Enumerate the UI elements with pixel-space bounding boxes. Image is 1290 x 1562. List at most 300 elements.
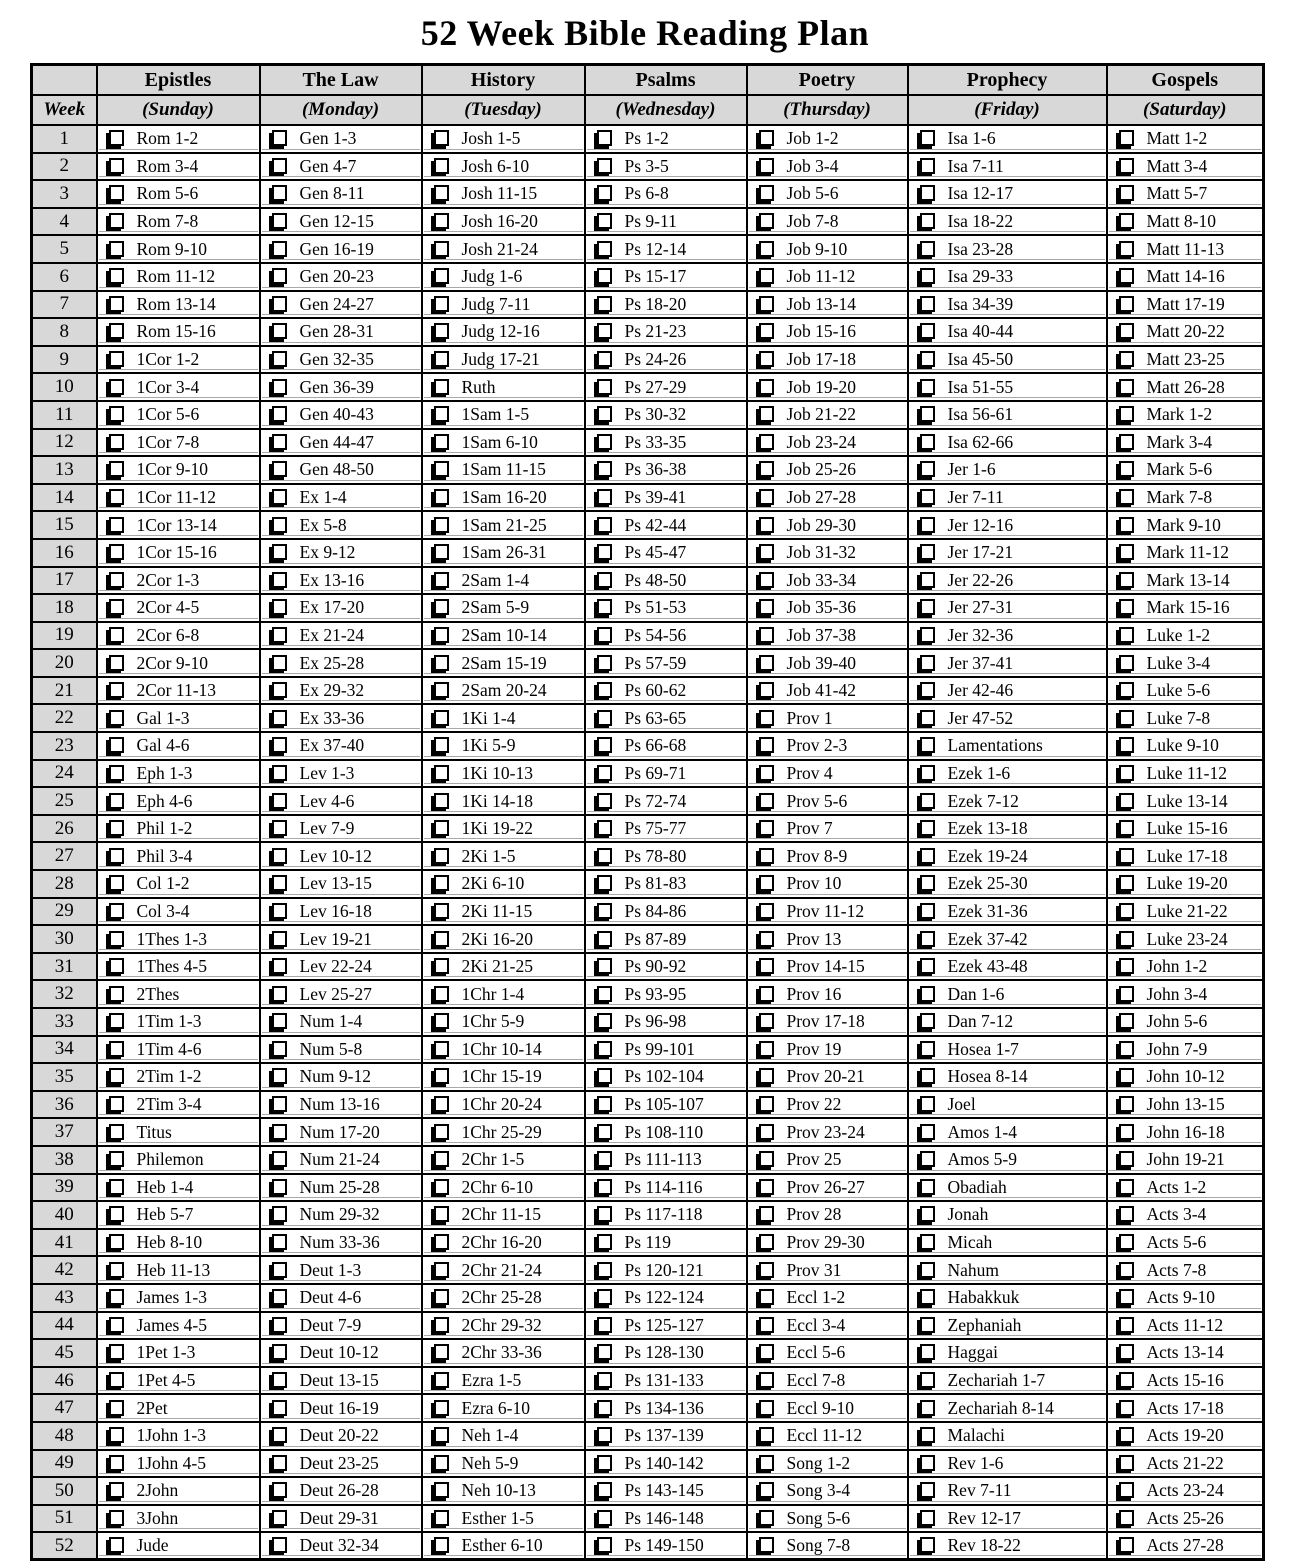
checkbox-icon[interactable]	[109, 406, 124, 422]
checkbox-icon[interactable]	[109, 1427, 124, 1443]
checkbox-icon[interactable]	[1119, 793, 1134, 809]
checkbox-icon[interactable]	[1119, 1455, 1134, 1471]
checkbox-icon[interactable]	[109, 185, 124, 201]
checkbox-icon[interactable]	[597, 1179, 612, 1195]
checkbox-icon[interactable]	[434, 406, 449, 422]
checkbox-icon[interactable]	[920, 489, 935, 505]
checkbox-icon[interactable]	[272, 1013, 287, 1029]
checkbox-icon[interactable]	[272, 682, 287, 698]
checkbox-icon[interactable]	[1119, 517, 1134, 533]
checkbox-icon[interactable]	[920, 1372, 935, 1388]
checkbox-icon[interactable]	[759, 737, 774, 753]
checkbox-icon[interactable]	[272, 875, 287, 891]
checkbox-icon[interactable]	[920, 1510, 935, 1526]
checkbox-icon[interactable]	[759, 379, 774, 395]
checkbox-icon[interactable]	[434, 1068, 449, 1084]
checkbox-icon[interactable]	[597, 903, 612, 919]
checkbox-icon[interactable]	[1119, 1262, 1134, 1278]
checkbox-icon[interactable]	[434, 682, 449, 698]
checkbox-icon[interactable]	[434, 1427, 449, 1443]
checkbox-icon[interactable]	[920, 1013, 935, 1029]
checkbox-icon[interactable]	[272, 1041, 287, 1057]
checkbox-icon[interactable]	[1119, 379, 1134, 395]
checkbox-icon[interactable]	[759, 1234, 774, 1250]
checkbox-icon[interactable]	[434, 517, 449, 533]
checkbox-icon[interactable]	[109, 517, 124, 533]
checkbox-icon[interactable]	[920, 1289, 935, 1305]
checkbox-icon[interactable]	[272, 1427, 287, 1443]
checkbox-icon[interactable]	[109, 820, 124, 836]
checkbox-icon[interactable]	[920, 1068, 935, 1084]
checkbox-icon[interactable]	[272, 931, 287, 947]
checkbox-icon[interactable]	[434, 958, 449, 974]
checkbox-icon[interactable]	[597, 296, 612, 312]
checkbox-icon[interactable]	[920, 544, 935, 560]
checkbox-icon[interactable]	[109, 1179, 124, 1195]
checkbox-icon[interactable]	[109, 903, 124, 919]
checkbox-icon[interactable]	[759, 268, 774, 284]
checkbox-icon[interactable]	[272, 793, 287, 809]
checkbox-icon[interactable]	[597, 875, 612, 891]
checkbox-icon[interactable]	[920, 1262, 935, 1278]
checkbox-icon[interactable]	[759, 461, 774, 477]
checkbox-icon[interactable]	[272, 241, 287, 257]
checkbox-icon[interactable]	[597, 931, 612, 947]
checkbox-icon[interactable]	[109, 931, 124, 947]
checkbox-icon[interactable]	[109, 1151, 124, 1167]
checkbox-icon[interactable]	[434, 848, 449, 864]
checkbox-icon[interactable]	[920, 1400, 935, 1416]
checkbox-icon[interactable]	[109, 268, 124, 284]
checkbox-icon[interactable]	[1119, 185, 1134, 201]
checkbox-icon[interactable]	[759, 1482, 774, 1498]
checkbox-icon[interactable]	[434, 268, 449, 284]
checkbox-icon[interactable]	[109, 627, 124, 643]
checkbox-icon[interactable]	[1119, 1179, 1134, 1195]
checkbox-icon[interactable]	[920, 682, 935, 698]
checkbox-icon[interactable]	[920, 710, 935, 726]
checkbox-icon[interactable]	[434, 655, 449, 671]
checkbox-icon[interactable]	[434, 820, 449, 836]
checkbox-icon[interactable]	[920, 1427, 935, 1443]
checkbox-icon[interactable]	[597, 158, 612, 174]
checkbox-icon[interactable]	[1119, 1124, 1134, 1140]
checkbox-icon[interactable]	[597, 1482, 612, 1498]
checkbox-icon[interactable]	[272, 1206, 287, 1222]
checkbox-icon[interactable]	[434, 1041, 449, 1057]
checkbox-icon[interactable]	[434, 1151, 449, 1167]
checkbox-icon[interactable]	[434, 1234, 449, 1250]
checkbox-icon[interactable]	[759, 1455, 774, 1471]
checkbox-icon[interactable]	[109, 323, 124, 339]
checkbox-icon[interactable]	[434, 1013, 449, 1029]
checkbox-icon[interactable]	[109, 1206, 124, 1222]
checkbox-icon[interactable]	[759, 793, 774, 809]
checkbox-icon[interactable]	[759, 296, 774, 312]
checkbox-icon[interactable]	[920, 1234, 935, 1250]
checkbox-icon[interactable]	[920, 158, 935, 174]
checkbox-icon[interactable]	[272, 185, 287, 201]
checkbox-icon[interactable]	[109, 1455, 124, 1471]
checkbox-icon[interactable]	[434, 1096, 449, 1112]
checkbox-icon[interactable]	[920, 765, 935, 781]
checkbox-icon[interactable]	[920, 986, 935, 1002]
checkbox-icon[interactable]	[597, 1041, 612, 1057]
checkbox-icon[interactable]	[1119, 1041, 1134, 1057]
checkbox-icon[interactable]	[759, 158, 774, 174]
checkbox-icon[interactable]	[1119, 737, 1134, 753]
checkbox-icon[interactable]	[597, 958, 612, 974]
checkbox-icon[interactable]	[759, 599, 774, 615]
checkbox-icon[interactable]	[759, 931, 774, 947]
checkbox-icon[interactable]	[920, 1179, 935, 1195]
checkbox-icon[interactable]	[597, 627, 612, 643]
checkbox-icon[interactable]	[920, 875, 935, 891]
checkbox-icon[interactable]	[272, 1289, 287, 1305]
checkbox-icon[interactable]	[920, 793, 935, 809]
checkbox-icon[interactable]	[434, 931, 449, 947]
checkbox-icon[interactable]	[109, 765, 124, 781]
checkbox-icon[interactable]	[920, 296, 935, 312]
checkbox-icon[interactable]	[1119, 848, 1134, 864]
checkbox-icon[interactable]	[109, 1262, 124, 1278]
checkbox-icon[interactable]	[1119, 875, 1134, 891]
checkbox-icon[interactable]	[434, 765, 449, 781]
checkbox-icon[interactable]	[1119, 572, 1134, 588]
checkbox-icon[interactable]	[109, 434, 124, 450]
checkbox-icon[interactable]	[434, 296, 449, 312]
checkbox-icon[interactable]	[759, 1041, 774, 1057]
checkbox-icon[interactable]	[597, 1234, 612, 1250]
checkbox-icon[interactable]	[1119, 1400, 1134, 1416]
checkbox-icon[interactable]	[1119, 1372, 1134, 1388]
checkbox-icon[interactable]	[1119, 765, 1134, 781]
checkbox-icon[interactable]	[272, 1068, 287, 1084]
checkbox-icon[interactable]	[759, 1096, 774, 1112]
checkbox-icon[interactable]	[759, 489, 774, 505]
checkbox-icon[interactable]	[597, 655, 612, 671]
checkbox-icon[interactable]	[597, 544, 612, 560]
checkbox-icon[interactable]	[920, 268, 935, 284]
checkbox-icon[interactable]	[920, 517, 935, 533]
checkbox-icon[interactable]	[1119, 1482, 1134, 1498]
checkbox-icon[interactable]	[759, 1344, 774, 1360]
checkbox-icon[interactable]	[434, 185, 449, 201]
checkbox-icon[interactable]	[597, 1096, 612, 1112]
checkbox-icon[interactable]	[759, 958, 774, 974]
checkbox-icon[interactable]	[109, 1124, 124, 1140]
checkbox-icon[interactable]	[759, 1068, 774, 1084]
checkbox-icon[interactable]	[434, 1510, 449, 1526]
checkbox-icon[interactable]	[597, 1124, 612, 1140]
checkbox-icon[interactable]	[109, 1372, 124, 1388]
checkbox-icon[interactable]	[272, 1510, 287, 1526]
checkbox-icon[interactable]	[109, 1289, 124, 1305]
checkbox-icon[interactable]	[1119, 1427, 1134, 1443]
checkbox-icon[interactable]	[434, 710, 449, 726]
checkbox-icon[interactable]	[920, 958, 935, 974]
checkbox-icon[interactable]	[1119, 461, 1134, 477]
checkbox-icon[interactable]	[109, 1041, 124, 1057]
checkbox-icon[interactable]	[597, 848, 612, 864]
checkbox-icon[interactable]	[109, 379, 124, 395]
checkbox-icon[interactable]	[759, 1262, 774, 1278]
checkbox-icon[interactable]	[759, 185, 774, 201]
checkbox-icon[interactable]	[109, 1537, 124, 1553]
checkbox-icon[interactable]	[434, 158, 449, 174]
checkbox-icon[interactable]	[109, 489, 124, 505]
checkbox-icon[interactable]	[109, 1482, 124, 1498]
checkbox-icon[interactable]	[759, 544, 774, 560]
checkbox-icon[interactable]	[272, 296, 287, 312]
checkbox-icon[interactable]	[597, 434, 612, 450]
checkbox-icon[interactable]	[272, 986, 287, 1002]
checkbox-icon[interactable]	[434, 544, 449, 560]
checkbox-icon[interactable]	[434, 1400, 449, 1416]
checkbox-icon[interactable]	[272, 1234, 287, 1250]
checkbox-icon[interactable]	[920, 1344, 935, 1360]
checkbox-icon[interactable]	[597, 986, 612, 1002]
checkbox-icon[interactable]	[434, 599, 449, 615]
checkbox-icon[interactable]	[597, 1289, 612, 1305]
checkbox-icon[interactable]	[597, 737, 612, 753]
checkbox-icon[interactable]	[759, 1124, 774, 1140]
checkbox-icon[interactable]	[272, 351, 287, 367]
checkbox-icon[interactable]	[434, 323, 449, 339]
checkbox-icon[interactable]	[109, 351, 124, 367]
checkbox-icon[interactable]	[109, 655, 124, 671]
checkbox-icon[interactable]	[272, 1372, 287, 1388]
checkbox-icon[interactable]	[272, 544, 287, 560]
checkbox-icon[interactable]	[272, 572, 287, 588]
checkbox-icon[interactable]	[434, 130, 449, 146]
checkbox-icon[interactable]	[109, 572, 124, 588]
checkbox-icon[interactable]	[759, 1206, 774, 1222]
checkbox-icon[interactable]	[434, 1262, 449, 1278]
checkbox-icon[interactable]	[920, 1096, 935, 1112]
checkbox-icon[interactable]	[109, 599, 124, 615]
checkbox-icon[interactable]	[597, 1455, 612, 1471]
checkbox-icon[interactable]	[434, 1482, 449, 1498]
checkbox-icon[interactable]	[597, 213, 612, 229]
checkbox-icon[interactable]	[434, 434, 449, 450]
checkbox-icon[interactable]	[1119, 544, 1134, 560]
checkbox-icon[interactable]	[109, 1400, 124, 1416]
checkbox-icon[interactable]	[272, 158, 287, 174]
checkbox-icon[interactable]	[597, 710, 612, 726]
checkbox-icon[interactable]	[272, 379, 287, 395]
checkbox-icon[interactable]	[759, 820, 774, 836]
checkbox-icon[interactable]	[272, 323, 287, 339]
checkbox-icon[interactable]	[109, 544, 124, 560]
checkbox-icon[interactable]	[109, 461, 124, 477]
checkbox-icon[interactable]	[109, 848, 124, 864]
checkbox-icon[interactable]	[597, 268, 612, 284]
checkbox-icon[interactable]	[109, 958, 124, 974]
checkbox-icon[interactable]	[597, 517, 612, 533]
checkbox-icon[interactable]	[597, 489, 612, 505]
checkbox-icon[interactable]	[1119, 986, 1134, 1002]
checkbox-icon[interactable]	[920, 379, 935, 395]
checkbox-icon[interactable]	[759, 1537, 774, 1553]
checkbox-icon[interactable]	[272, 848, 287, 864]
checkbox-icon[interactable]	[1119, 1289, 1134, 1305]
checkbox-icon[interactable]	[272, 1096, 287, 1112]
checkbox-icon[interactable]	[597, 1510, 612, 1526]
checkbox-icon[interactable]	[597, 1400, 612, 1416]
checkbox-icon[interactable]	[1119, 931, 1134, 947]
checkbox-icon[interactable]	[597, 1068, 612, 1084]
checkbox-icon[interactable]	[1119, 1206, 1134, 1222]
checkbox-icon[interactable]	[759, 710, 774, 726]
checkbox-icon[interactable]	[597, 1262, 612, 1278]
checkbox-icon[interactable]	[434, 213, 449, 229]
checkbox-icon[interactable]	[434, 1289, 449, 1305]
checkbox-icon[interactable]	[920, 1151, 935, 1167]
checkbox-icon[interactable]	[1119, 1317, 1134, 1333]
checkbox-icon[interactable]	[434, 986, 449, 1002]
checkbox-icon[interactable]	[272, 517, 287, 533]
checkbox-icon[interactable]	[434, 1317, 449, 1333]
checkbox-icon[interactable]	[272, 489, 287, 505]
checkbox-icon[interactable]	[920, 655, 935, 671]
checkbox-icon[interactable]	[434, 793, 449, 809]
checkbox-icon[interactable]	[109, 710, 124, 726]
checkbox-icon[interactable]	[759, 1427, 774, 1443]
checkbox-icon[interactable]	[272, 958, 287, 974]
checkbox-icon[interactable]	[597, 599, 612, 615]
checkbox-icon[interactable]	[759, 848, 774, 864]
checkbox-icon[interactable]	[597, 1427, 612, 1443]
checkbox-icon[interactable]	[1119, 158, 1134, 174]
checkbox-icon[interactable]	[920, 241, 935, 257]
checkbox-icon[interactable]	[920, 1482, 935, 1498]
checkbox-icon[interactable]	[920, 903, 935, 919]
checkbox-icon[interactable]	[759, 655, 774, 671]
checkbox-icon[interactable]	[1119, 627, 1134, 643]
checkbox-icon[interactable]	[434, 1537, 449, 1553]
checkbox-icon[interactable]	[597, 130, 612, 146]
checkbox-icon[interactable]	[1119, 130, 1134, 146]
checkbox-icon[interactable]	[920, 185, 935, 201]
checkbox-icon[interactable]	[597, 1344, 612, 1360]
checkbox-icon[interactable]	[1119, 296, 1134, 312]
checkbox-icon[interactable]	[109, 158, 124, 174]
checkbox-icon[interactable]	[759, 1400, 774, 1416]
checkbox-icon[interactable]	[597, 1317, 612, 1333]
checkbox-icon[interactable]	[272, 1455, 287, 1471]
checkbox-icon[interactable]	[272, 655, 287, 671]
checkbox-icon[interactable]	[434, 461, 449, 477]
checkbox-icon[interactable]	[109, 1317, 124, 1333]
checkbox-icon[interactable]	[920, 1041, 935, 1057]
checkbox-icon[interactable]	[272, 903, 287, 919]
checkbox-icon[interactable]	[1119, 958, 1134, 974]
checkbox-icon[interactable]	[272, 765, 287, 781]
checkbox-icon[interactable]	[272, 1344, 287, 1360]
checkbox-icon[interactable]	[597, 351, 612, 367]
checkbox-icon[interactable]	[759, 517, 774, 533]
checkbox-icon[interactable]	[109, 1013, 124, 1029]
checkbox-icon[interactable]	[759, 765, 774, 781]
checkbox-icon[interactable]	[920, 130, 935, 146]
checkbox-icon[interactable]	[434, 1206, 449, 1222]
checkbox-icon[interactable]	[920, 1455, 935, 1471]
checkbox-icon[interactable]	[1119, 820, 1134, 836]
checkbox-icon[interactable]	[920, 1206, 935, 1222]
checkbox-icon[interactable]	[597, 1206, 612, 1222]
checkbox-icon[interactable]	[272, 1537, 287, 1553]
checkbox-icon[interactable]	[434, 1455, 449, 1471]
checkbox-icon[interactable]	[759, 130, 774, 146]
checkbox-icon[interactable]	[1119, 655, 1134, 671]
checkbox-icon[interactable]	[434, 627, 449, 643]
checkbox-icon[interactable]	[597, 379, 612, 395]
checkbox-icon[interactable]	[434, 1372, 449, 1388]
checkbox-icon[interactable]	[920, 406, 935, 422]
checkbox-icon[interactable]	[109, 213, 124, 229]
checkbox-icon[interactable]	[1119, 682, 1134, 698]
checkbox-icon[interactable]	[1119, 241, 1134, 257]
checkbox-icon[interactable]	[272, 434, 287, 450]
checkbox-icon[interactable]	[920, 848, 935, 864]
checkbox-icon[interactable]	[109, 793, 124, 809]
checkbox-icon[interactable]	[1119, 1234, 1134, 1250]
checkbox-icon[interactable]	[109, 737, 124, 753]
checkbox-icon[interactable]	[109, 130, 124, 146]
checkbox-icon[interactable]	[920, 931, 935, 947]
checkbox-icon[interactable]	[272, 1124, 287, 1140]
checkbox-icon[interactable]	[597, 682, 612, 698]
checkbox-icon[interactable]	[920, 820, 935, 836]
checkbox-icon[interactable]	[1119, 903, 1134, 919]
checkbox-icon[interactable]	[597, 185, 612, 201]
checkbox-icon[interactable]	[759, 1151, 774, 1167]
checkbox-icon[interactable]	[109, 1068, 124, 1084]
checkbox-icon[interactable]	[759, 213, 774, 229]
checkbox-icon[interactable]	[272, 1262, 287, 1278]
checkbox-icon[interactable]	[434, 875, 449, 891]
checkbox-icon[interactable]	[109, 986, 124, 1002]
checkbox-icon[interactable]	[272, 1179, 287, 1195]
checkbox-icon[interactable]	[1119, 1068, 1134, 1084]
checkbox-icon[interactable]	[759, 406, 774, 422]
checkbox-icon[interactable]	[434, 241, 449, 257]
checkbox-icon[interactable]	[434, 737, 449, 753]
checkbox-icon[interactable]	[759, 572, 774, 588]
checkbox-icon[interactable]	[109, 875, 124, 891]
checkbox-icon[interactable]	[597, 820, 612, 836]
checkbox-icon[interactable]	[1119, 434, 1134, 450]
checkbox-icon[interactable]	[759, 1317, 774, 1333]
checkbox-icon[interactable]	[1119, 213, 1134, 229]
checkbox-icon[interactable]	[759, 682, 774, 698]
checkbox-icon[interactable]	[920, 434, 935, 450]
checkbox-icon[interactable]	[1119, 1096, 1134, 1112]
checkbox-icon[interactable]	[272, 1400, 287, 1416]
checkbox-icon[interactable]	[759, 627, 774, 643]
checkbox-icon[interactable]	[1119, 406, 1134, 422]
checkbox-icon[interactable]	[597, 406, 612, 422]
checkbox-icon[interactable]	[272, 268, 287, 284]
checkbox-icon[interactable]	[759, 986, 774, 1002]
checkbox-icon[interactable]	[920, 1537, 935, 1553]
checkbox-icon[interactable]	[1119, 323, 1134, 339]
checkbox-icon[interactable]	[759, 351, 774, 367]
checkbox-icon[interactable]	[434, 1179, 449, 1195]
checkbox-icon[interactable]	[272, 130, 287, 146]
checkbox-icon[interactable]	[597, 241, 612, 257]
